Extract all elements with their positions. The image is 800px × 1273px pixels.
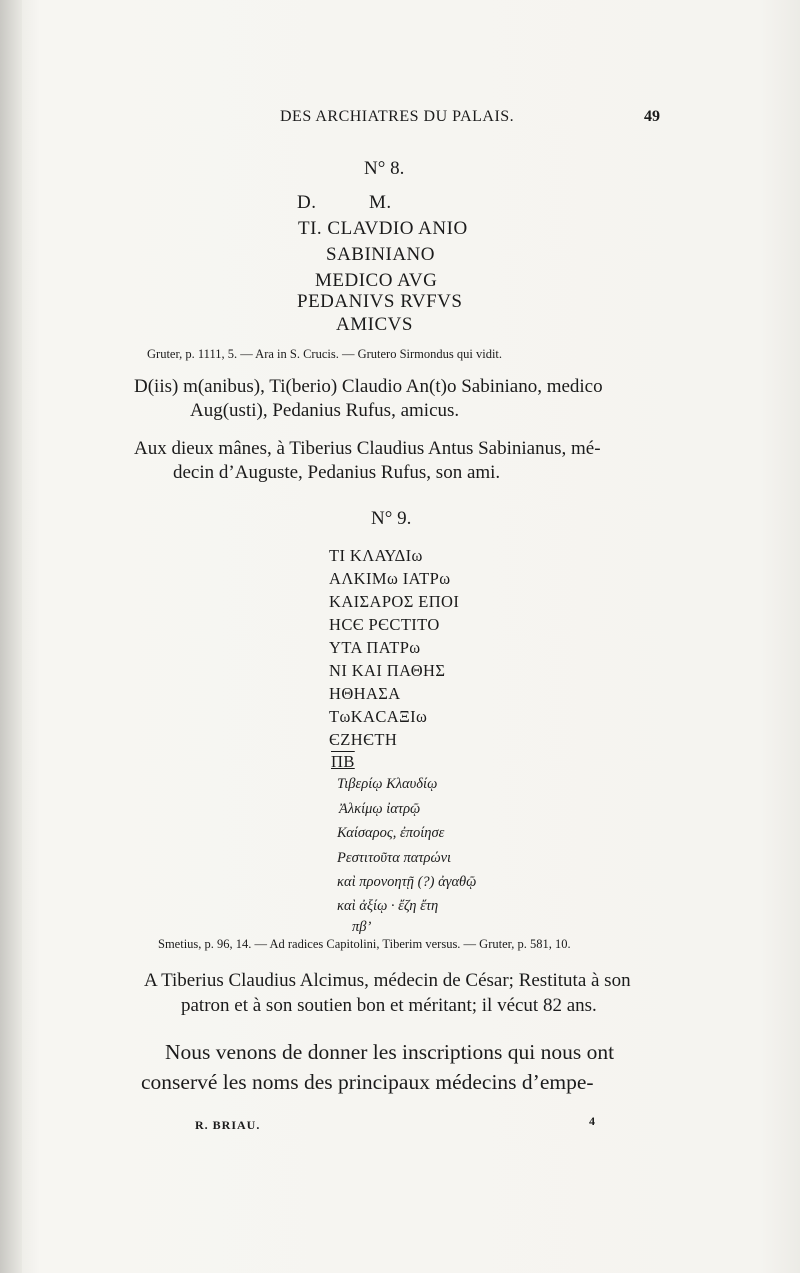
inscription-8-source: Gruter, p. 1111, 5. — Ara in S. Crucis. — Grutero Sirmondus qui vidit. (147, 347, 503, 361)
inscription-8-line: D. M. (297, 192, 392, 213)
greek-capital-line: ΝΙ ΚΑΙ ΠΑΘΗΣ (329, 661, 446, 680)
french-translation-line: A Tiberius Claudius Alcimus, médecin de César; Restituta à son (144, 970, 631, 991)
greek-capital-line: ΗΘΗΑΣΑ (329, 684, 401, 703)
inscription-8-line: AMICVS (336, 314, 413, 335)
book-gutter (0, 0, 22, 1273)
author-signature: R. BRIAU. (195, 1118, 261, 1132)
inscription-8-line: TI. CLAVDIO ANIO (298, 218, 468, 239)
inscription-8-line: PEDANIVS RVFVS (297, 291, 463, 312)
greek-transcription-line: Τιβερίῳ Κλαυδίῳ (337, 776, 438, 792)
greek-numeral-line: ΠΒ (331, 752, 355, 771)
greek-capital-line: ЄΖΗЄΤΗ (329, 730, 398, 749)
inscription-8-number: N° 8. (364, 158, 405, 179)
signature-mark: 4 (589, 1114, 596, 1128)
running-title: DES ARCHIATRES DU PALAIS. (280, 108, 515, 125)
greek-transcription-line: καὶ προνοητῇ (?) ἀγαθῷ (337, 874, 477, 890)
greek-capital-line: ΗϹЄ ΡЄСΤΙΤΟ (329, 615, 440, 634)
inscription-8-line: SABINIANO (326, 244, 435, 265)
greek-transcription-line: Ἀλκίμῳ ἰατρῷ (339, 801, 421, 817)
page-number: 49 (644, 108, 660, 125)
french-translation-line: Aux dieux mânes, à Tiberius Claudius Antus Sabinianus, mé- (134, 438, 601, 459)
greek-transcription-line: καὶ ἀξίῳ · ἔζη ἔτη (337, 898, 439, 914)
greek-transcription-line: Καίσαρος, ἐποίησε (337, 825, 445, 841)
greek-capital-line: ΑΛΚΙΜω ΙΑΤΡω (329, 569, 451, 588)
inscription-9-number: N° 9. (371, 508, 412, 529)
latin-expansion-line: Aug(usti), Pedanius Rufus, amicus. (190, 400, 460, 421)
french-translation-line: patron et à son soutien bon et méritant; il vécut 82 ans. (181, 995, 597, 1016)
running-header (130, 108, 660, 132)
greek-capital-line: ΚΑΙΣΑΡΟΣ ΕΠΟΙ (329, 592, 460, 611)
paragraph-line: Nous venons de donner les inscriptions qui nous ont (165, 1040, 615, 1064)
inscription-8-line: MEDICO AVG (315, 270, 438, 291)
greek-transcription-line: Ρεστιτοῦτα πατρώνι (337, 850, 452, 866)
greek-capital-line: ΤωΚΑСΑΞΙω (329, 707, 428, 726)
latin-expansion-line: D(iis) m(anibus), Ti(berio) Claudio An(t)o Sabiniano, medico (134, 376, 603, 397)
inscription-9-source: Smetius, p. 96, 14. — Ad radices Capitolini, Tiberim versus. — Gruter, p. 581, 10. (158, 937, 571, 951)
greek-capital-line: ΥΤΑ ΠΑΤΡω (329, 638, 421, 657)
paragraph-line: conservé les noms des principaux médecins d’empe- (141, 1070, 594, 1094)
french-translation-line: decin d’Auguste, Pedanius Rufus, son ami. (173, 462, 501, 483)
greek-transcription-line: πβ’ (352, 919, 372, 935)
greek-capital-line: ΤΙ ΚΛΑΥΔΙω (329, 546, 423, 565)
